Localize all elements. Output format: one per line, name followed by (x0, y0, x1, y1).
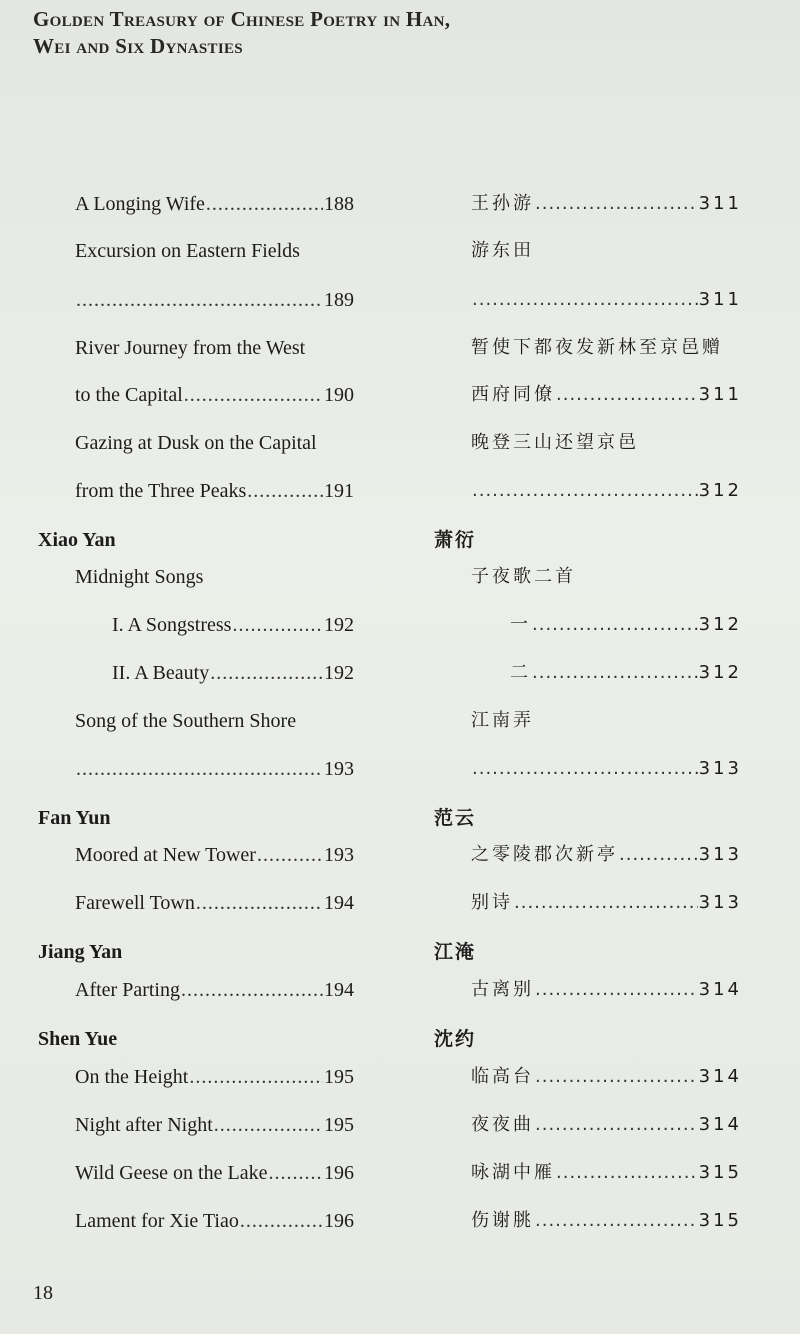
chinese-entry-title: 西府同僚 (471, 384, 555, 405)
chinese-entry-title: 二 (510, 662, 531, 683)
chinese-author-heading (434, 525, 476, 555)
english-entry-title: Wild Geese on the Lake (75, 1162, 268, 1184)
chinese-toc-entry (471, 380, 742, 410)
chinese-toc-entry (471, 1110, 742, 1140)
english-toc-entry (75, 706, 296, 736)
dot-leader (184, 380, 323, 410)
chinese-toc-entry (510, 610, 742, 640)
chinese-page-number: 311 (698, 289, 742, 310)
chinese-page-number: 313 (698, 758, 742, 779)
chinese-toc-entry (471, 562, 576, 592)
chinese-toc-entry (471, 285, 742, 315)
english-entry-title: Farewell Town (75, 892, 195, 914)
english-author-heading (38, 803, 110, 833)
english-page-number: 194 (324, 892, 354, 914)
chinese-author-heading (434, 1024, 476, 1054)
dot-leader (556, 380, 698, 410)
chinese-page-number: 313 (698, 892, 742, 913)
chinese-entry-title: 沈约 (434, 1028, 477, 1050)
chinese-entry-title: 江淹 (434, 941, 477, 963)
chinese-toc-entry (471, 189, 742, 219)
english-page-number: 196 (324, 1162, 354, 1184)
chinese-entry-title: 萧衍 (434, 529, 477, 551)
english-page-number: 193 (324, 844, 354, 866)
chinese-page-number: 312 (698, 662, 742, 683)
english-entry-title: Lament for Xie Tiao (75, 1210, 239, 1232)
chinese-entry-title: 古离别 (471, 979, 534, 1000)
english-page-number: 189 (324, 289, 354, 311)
chinese-entry-title: 临高台 (471, 1066, 534, 1087)
english-entry-title: Song of the Southern Shore (75, 710, 297, 732)
header-line-1: Golden Treasury of Chinese Poetry in Han, (33, 7, 451, 31)
english-entry-title: Gazing at Dusk on the Capital (75, 432, 317, 454)
english-toc-entry (112, 610, 354, 640)
dot-leader (189, 1062, 323, 1092)
english-toc-entry (75, 476, 354, 506)
dot-leader (556, 1158, 698, 1188)
dot-leader (196, 888, 323, 918)
chinese-entry-title: 之零陵郡次新亭 (471, 844, 618, 865)
chinese-page-number: 314 (698, 979, 742, 1000)
chinese-page-number: 312 (698, 614, 742, 635)
english-author-heading (38, 1024, 117, 1054)
chinese-page-number: 315 (698, 1210, 742, 1231)
dot-leader (535, 1062, 698, 1092)
english-toc-entry (75, 888, 354, 918)
english-entry-title: to the Capital (75, 384, 183, 406)
english-toc-entry (75, 189, 354, 219)
chinese-entry-title: 江南弄 (471, 710, 534, 731)
english-entry-title: River Journey from the West (75, 337, 306, 359)
dot-leader (232, 610, 323, 640)
chinese-entry-title: 伤谢朓 (471, 1210, 534, 1231)
english-page-number: 191 (324, 480, 354, 502)
english-entry-title: On the Height (75, 1066, 189, 1088)
dot-leader (535, 189, 698, 219)
chinese-toc-entry (471, 236, 534, 266)
chinese-author-heading (434, 937, 476, 967)
chinese-page-number: 314 (698, 1066, 742, 1087)
chinese-page-number: 312 (698, 480, 742, 501)
english-author-heading (38, 937, 122, 967)
english-toc-entry (75, 1062, 354, 1092)
dot-leader (535, 975, 698, 1005)
chinese-entry-title: 游东田 (471, 240, 534, 261)
chinese-entry-title: 别诗 (471, 892, 513, 913)
dot-leader (181, 975, 323, 1005)
chinese-toc-entry (471, 706, 534, 736)
chinese-author-heading (434, 803, 476, 833)
chinese-entry-title: 咏湖中雁 (471, 1162, 555, 1183)
english-toc-entry (75, 975, 354, 1005)
chinese-toc-entry (471, 975, 742, 1005)
english-entry-title: Excursion on Eastern Fields (75, 240, 300, 262)
chinese-entry-title: 一 (510, 614, 531, 635)
chinese-toc-entry (471, 840, 742, 870)
english-page-number: 188 (324, 193, 354, 215)
english-entry-title: Moored at New Tower (75, 844, 256, 866)
dot-leader (535, 1206, 698, 1236)
dot-leader (76, 285, 323, 315)
dot-leader (76, 754, 323, 784)
chinese-toc-entry (471, 888, 742, 918)
chinese-toc-entry (471, 1206, 742, 1236)
english-entry-title: Night after Night (75, 1114, 213, 1136)
chinese-page-number: 313 (698, 844, 742, 865)
page-number: 18 (33, 1282, 53, 1304)
dot-leader (240, 1206, 323, 1236)
english-toc-entry (112, 658, 354, 688)
english-toc-entry (75, 1158, 354, 1188)
english-toc-entry (75, 428, 317, 458)
chinese-page-number: 311 (698, 384, 742, 405)
english-toc-entry (75, 562, 203, 592)
chinese-page-number: 314 (698, 1114, 742, 1135)
dot-leader (206, 189, 323, 219)
dot-leader (472, 285, 698, 315)
english-page-number: 192 (324, 662, 354, 684)
header-line-2: Wei and Six Dynasties (33, 34, 243, 58)
chinese-entry-title: 夜夜曲 (471, 1114, 534, 1135)
english-author-heading (38, 525, 116, 555)
dot-leader (535, 1110, 698, 1140)
running-header (33, 6, 450, 60)
english-toc-entry (75, 236, 300, 266)
english-toc-entry (75, 754, 354, 784)
english-page-number: 195 (324, 1066, 354, 1088)
dot-leader (514, 888, 698, 918)
english-entry-title: I. A Songstress (112, 614, 232, 636)
chinese-toc-entry (471, 476, 742, 506)
chinese-entry-title: 子夜歌二首 (471, 566, 576, 587)
chinese-entry-title: 范云 (434, 807, 477, 829)
english-entry-title: Midnight Songs (75, 566, 204, 588)
dot-leader (472, 754, 698, 784)
dot-leader (268, 1158, 323, 1188)
dot-leader (532, 610, 698, 640)
chinese-toc-entry (510, 658, 742, 688)
english-page-number: 193 (324, 758, 354, 780)
english-page-number: 190 (324, 384, 354, 406)
english-entry-title: II. A Beauty (112, 662, 210, 684)
english-page-number: 196 (324, 1210, 354, 1232)
dot-leader (247, 476, 323, 506)
english-toc-entry (75, 285, 354, 315)
chinese-page-number: 315 (698, 1162, 742, 1183)
english-toc-entry (75, 1110, 354, 1140)
english-entry-title: Xiao Yan (38, 529, 116, 551)
english-page-number: 195 (324, 1114, 354, 1136)
chinese-entry-title: 暂使下都夜发新林至京邑赠 (471, 337, 723, 358)
english-entry-title: A Longing Wife (75, 193, 205, 215)
english-entry-title: Fan Yun (38, 807, 111, 829)
english-toc-entry (75, 333, 305, 363)
dot-leader (619, 840, 698, 870)
chinese-entry-title: 王孙游 (471, 193, 534, 214)
english-toc-entry (75, 1206, 354, 1236)
chinese-toc-entry (471, 1062, 742, 1092)
english-page-number: 192 (324, 614, 354, 636)
english-entry-title: Shen Yue (38, 1028, 118, 1050)
chinese-toc-entry (471, 754, 742, 784)
dot-leader (257, 840, 323, 870)
chinese-toc-entry (471, 1158, 742, 1188)
english-entry-title: from the Three Peaks (75, 480, 247, 502)
dot-leader (214, 1110, 323, 1140)
dot-leader (532, 658, 698, 688)
chinese-toc-entry (471, 333, 723, 363)
dot-leader (472, 476, 698, 506)
english-page-number: 194 (324, 979, 354, 1001)
chinese-page-number: 311 (698, 193, 742, 214)
english-toc-entry (75, 840, 354, 870)
english-entry-title: Jiang Yan (38, 941, 123, 963)
chinese-entry-title: 晚登三山还望京邑 (471, 432, 639, 453)
english-entry-title: After Parting (75, 979, 180, 1001)
chinese-toc-entry (471, 428, 639, 458)
english-toc-entry (75, 380, 354, 410)
dot-leader (210, 658, 323, 688)
